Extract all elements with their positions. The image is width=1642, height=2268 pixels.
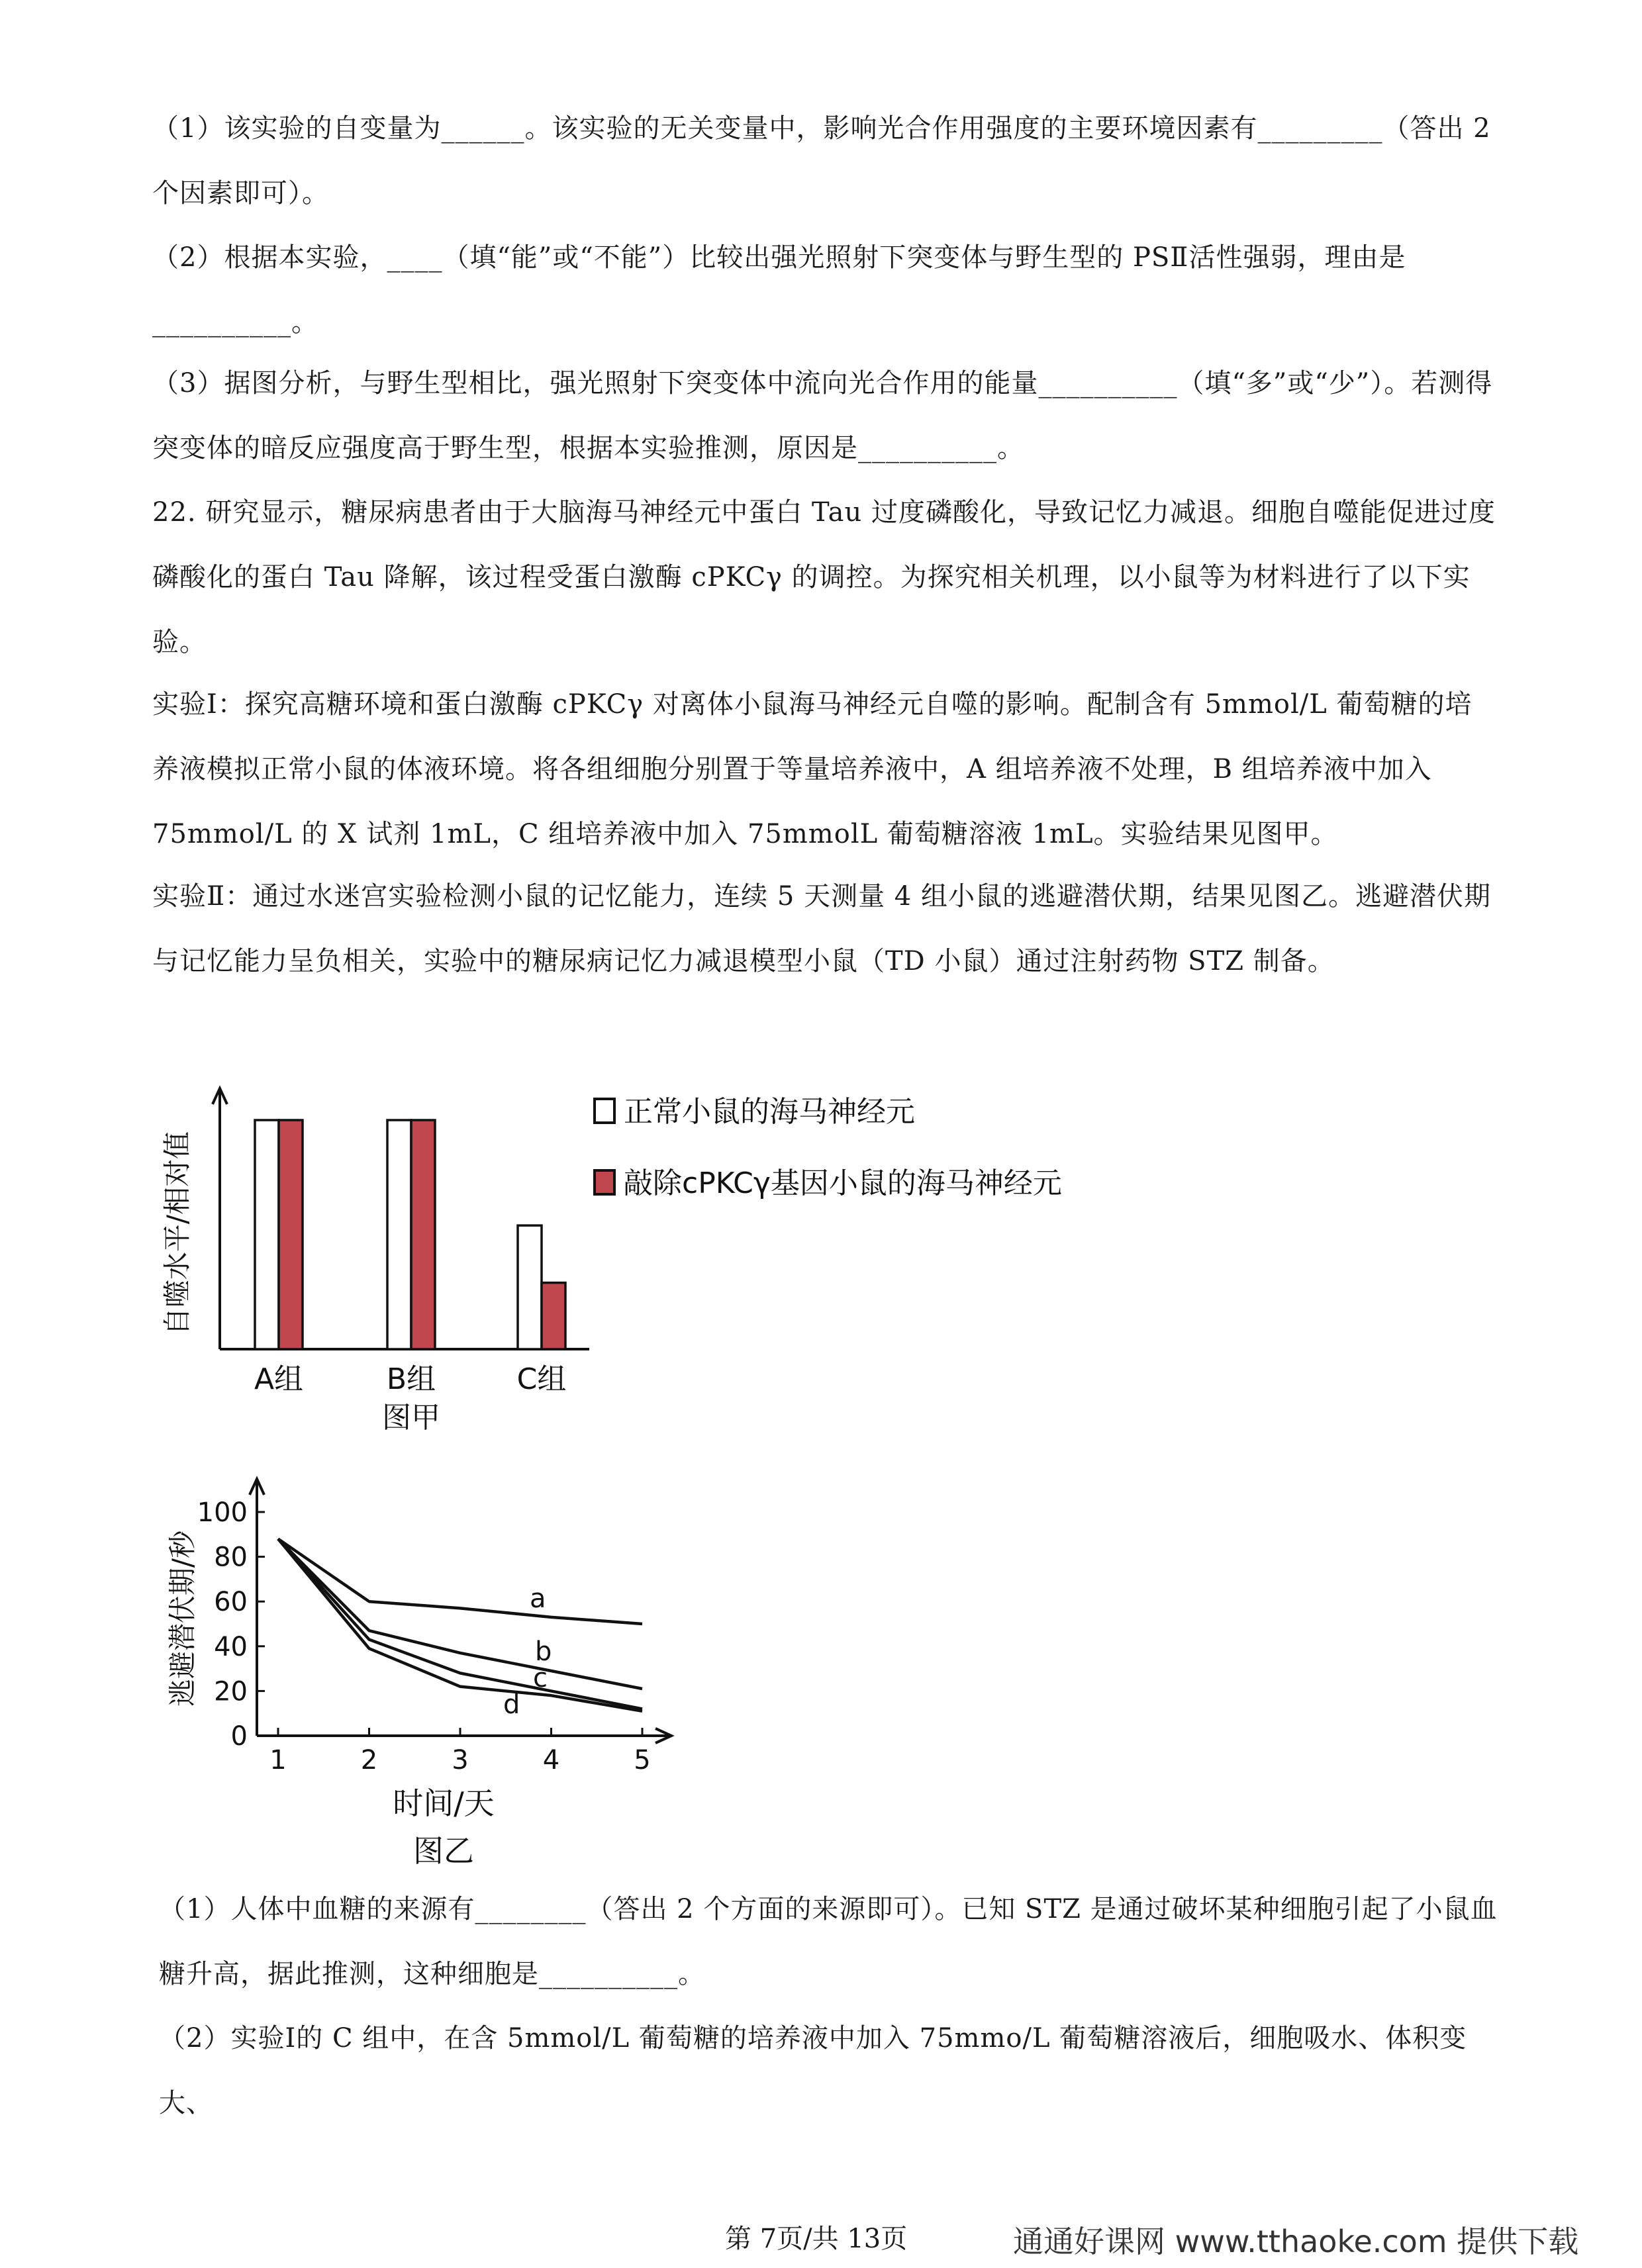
x-tick-label: C组 <box>516 1362 567 1396</box>
question-21-1: （1）该实验的自变量为______。该实验的无关变量中，影响光合作用强度的主要环境因素有_________（答出 2 个因素即可）。 <box>152 113 1491 209</box>
x-tick-label: 3 <box>452 1745 469 1775</box>
series-label-c: c <box>533 1663 548 1693</box>
legend-label-0: 正常小鼠的海马神经元 <box>624 1095 915 1129</box>
y-axis-label: 逃避潜伏期/秒 <box>166 1530 199 1707</box>
series-line-d <box>278 1539 642 1711</box>
page-footer <box>0 2218 1642 2257</box>
legend-label-1: 敲除cPKCγ基因小鼠的海马神经元 <box>624 1166 1062 1200</box>
figure-caption: 图乙 <box>413 1833 474 1869</box>
figure-jia-bar-chart <box>146 1059 1205 1443</box>
y-tick-label: 100 <box>197 1497 248 1528</box>
x-tick-label: 2 <box>360 1745 378 1775</box>
figure-yi-line-chart <box>146 1463 742 1873</box>
x-tick-label: 1 <box>269 1745 287 1775</box>
y-tick-label: 20 <box>214 1676 248 1707</box>
series-line-c <box>278 1539 642 1709</box>
question-21-3: （3）据图分析，与野生型相比，强光照射下突变体中流向光合作用的能量__________（填“多”或“少”）。若测得突变体的暗反应强度高于野生型，根据本实验推测，原因是__________。 <box>152 368 1493 463</box>
y-tick-label: 60 <box>214 1587 248 1618</box>
figure-yi-lines <box>278 1539 642 1711</box>
bar-A组-0 <box>255 1120 279 1349</box>
page-number: 第 7页/共 13页 <box>725 2224 908 2254</box>
x-tick-label: 5 <box>634 1745 651 1775</box>
x-tick-label: B组 <box>386 1362 436 1396</box>
legend-swatch-1 <box>595 1170 614 1194</box>
x-axis-label: 时间/天 <box>393 1785 495 1821</box>
series-label-a: a <box>530 1583 546 1614</box>
experiment-2-text: 实验Ⅱ：通过水迷宫实验检测小鼠的记忆能力，连续 5 天测量 4 组小鼠的逃避潜伏期，结果见图乙。逃避潜伏期与记忆能力呈负相关，实验中的糖尿病记忆力减退模型小鼠（TD 小鼠）通过注射药物 STZ 制备。 <box>152 881 1491 976</box>
experiment-1-text: 实验Ⅰ：探究高糖环境和蛋白激酶 cPKCγ 对离体小鼠海马神经元自噬的影响。配制含有 5mmol/L 葡萄糖的培养液模拟正常小鼠的体液环境。将各组细胞分别置于等量培养液中，A 组培养液不处理，B 组培养液中加入 75mmol/L 的 X 试剂 1mL，C 组培养液中加入 75mmolL 葡萄糖溶液 1mL。实验结果见图甲。 <box>152 689 1473 849</box>
bar-A组-1 <box>279 1120 303 1349</box>
question-22-intro: 22. 研究显示，糖尿病患者由于大脑海马神经元中蛋白 Tau 过度磷酸化，导致记忆力减退。细胞自噬能促进过度磷酸化的蛋白 Tau 降解，该过程受蛋白激酶 cPKCγ 的调控。为探究相关机理，以小鼠等为材料进行了以下实验。 <box>152 497 1496 657</box>
question-21-2: （2）根据本实验，____（填“能”或“不能”）比较出强光照射下突变体与野生型的 PSⅡ活性强弱，理由是__________。 <box>152 242 1406 338</box>
series-line-a <box>278 1539 642 1624</box>
figure-jia-bars <box>255 1120 565 1349</box>
y-axis-label: 自噬水平/相对值 <box>161 1131 193 1336</box>
bar-B组-1 <box>411 1120 435 1349</box>
bar-C组-0 <box>518 1225 542 1349</box>
bar-C组-1 <box>542 1283 565 1349</box>
x-tick-label: A组 <box>254 1362 304 1396</box>
question-22-1: （1）人体中血糖的来源有________（答出 2 个方面的来源即可）。已知 STZ 是通过破坏某种细胞引起了小鼠血糖升高，据此推测，这种细胞是__________。 <box>159 1894 1498 1989</box>
series-label-b: b <box>535 1636 552 1667</box>
y-tick-label: 0 <box>230 1721 248 1752</box>
y-tick-label: 40 <box>214 1631 248 1662</box>
x-tick-label: 4 <box>542 1745 560 1775</box>
question-22-2: （2）实验Ⅰ的 C 组中，在含 5mmol/L 葡萄糖的培养液中加入 75mmo/L 葡萄糖溶液后，细胞吸水、体积变大、 <box>159 2023 1467 2118</box>
series-line-b <box>278 1539 642 1689</box>
figure-yi-labels <box>166 1497 651 1869</box>
figure-caption: 图甲 <box>382 1401 440 1435</box>
watermark-text: 通通好课网 www.tthaoke.com 提供下载 <box>1013 2224 1579 2259</box>
y-tick-label: 80 <box>214 1542 248 1573</box>
bar-B组-0 <box>387 1120 411 1349</box>
figure-jia-legend <box>595 1095 1062 1200</box>
figure-jia-labels <box>161 1131 566 1435</box>
legend-swatch-0 <box>595 1099 614 1123</box>
series-label-d: d <box>503 1689 520 1720</box>
